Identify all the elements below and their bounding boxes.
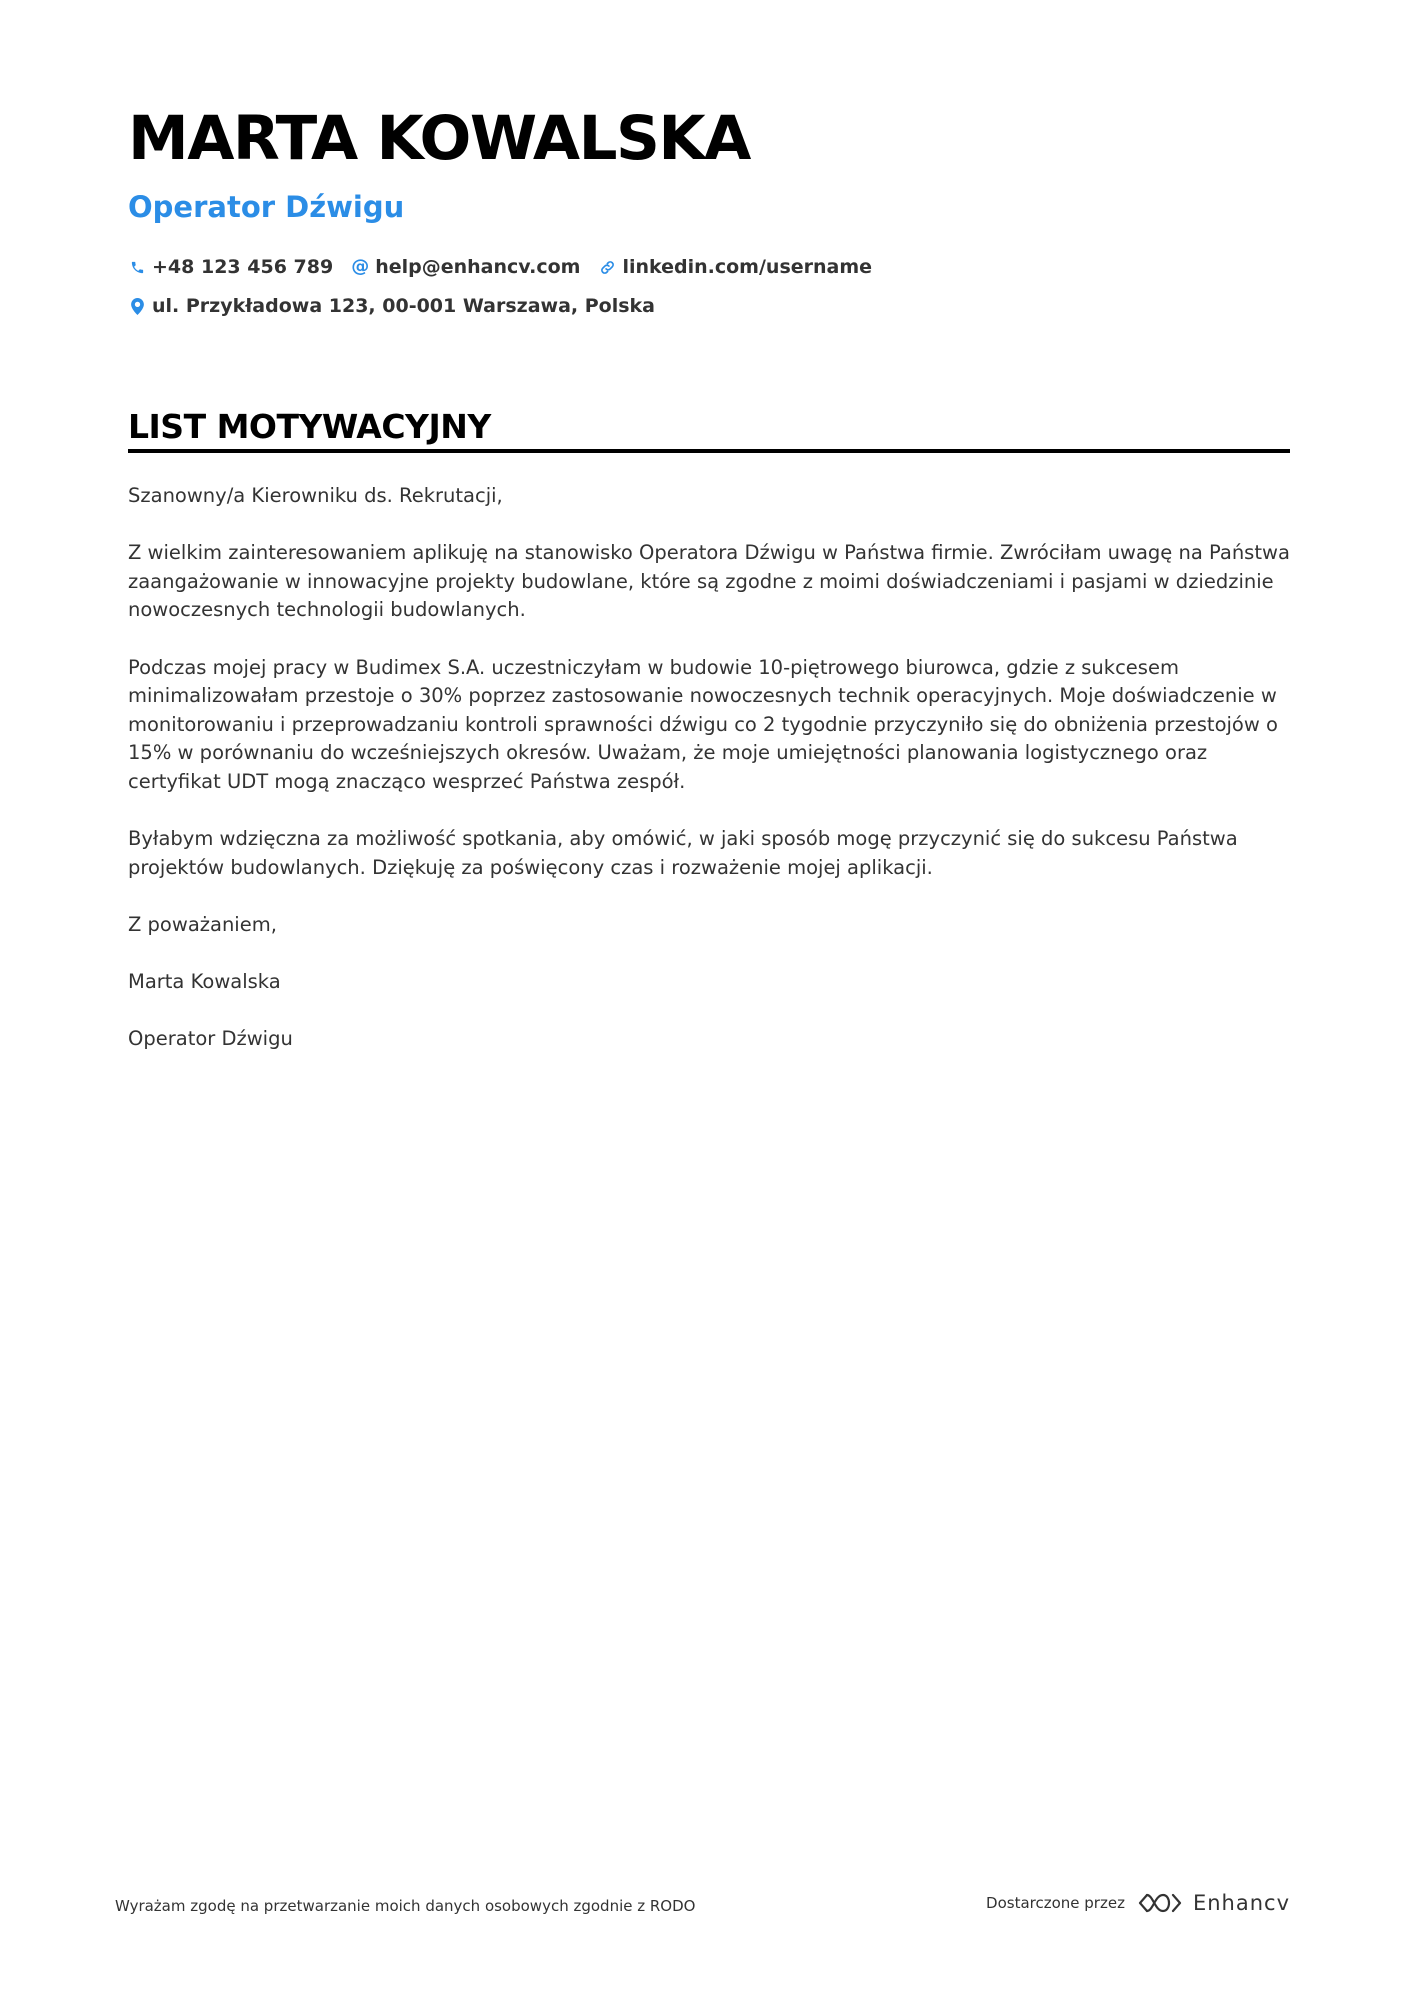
letter-paragraph: Podczas mojej pracy w Budimex S.A. uczestniczyłam w budowie 10-piętrowego biurowca, gdzie z sukcesem minimalizowałam przestoje o 30% poprzez zastosowanie nowoczesnych technik operacyjnych. Moje doświadczenie w monitorowaniu i przeprowadzaniu kontroli sprawności dźwigu co 2 tygodnie przyczyniło się do obniżenia przestojów o 15% w porównaniu do wcześniejszych okresów. Uważam, że moje umiejętności planowania logistycznego oraz certyfikat UDT mogą znacząco wesprzeć Państwa zespół. — [128, 655, 1278, 793]
section-divider — [128, 449, 1290, 453]
phone-icon — [128, 258, 146, 276]
link-icon — [598, 258, 616, 276]
powered-by-label: Dostarczone przez — [986, 1894, 1125, 1912]
letter-greeting: Szanowny/a Kierowniku ds. Rekrutacji, — [128, 484, 503, 507]
letter-closing: Z poważaniem, — [128, 912, 277, 936]
letter-paragraph: Z wielkim zainteresowaniem aplikuję na stanowisko Operatora Dźwigu w Państwa firmie. Zwróciłam uwagę na Państwa zaangażowanie w innowacyjne projekty budowlane, które są zgodne z moimi doświadczeniami i pasjami w dziedzinie nowoczesnych technologii budowlanych. — [128, 541, 1290, 622]
letter-body — [128, 482, 1290, 1082]
signature-role: Operator Dźwigu — [128, 1027, 293, 1051]
section-title: LIST MOTYWACYJNY — [128, 407, 491, 446]
linkedin-text: linkedin.com/username — [622, 256, 873, 278]
gdpr-consent: Wyrażam zgodę na przetwarzanie moich danych osobowych zgodnie z RODO — [115, 1897, 696, 1915]
phone-text: +48 123 456 789 — [152, 256, 334, 278]
powered-by[interactable] — [986, 1891, 1290, 1915]
candidate-name: MARTA KOWALSKA — [128, 103, 750, 174]
signature-name: Marta Kowalska — [128, 970, 281, 994]
contact-phone[interactable] — [128, 256, 333, 278]
brand-name: Enhancv — [1192, 1891, 1290, 1915]
contact-row-primary — [128, 256, 890, 278]
contact-linkedin[interactable] — [598, 256, 872, 278]
enhancv-logo-icon — [1137, 1891, 1183, 1915]
letter-paragraph: Byłabym wdzięczna za możliwość spotkania, aby omówić, w jaki sposób mogę przyczynić się do sukcesu Państwa projektów budowlanych. Dziękuję za poświęcony czas i rozważenie mojej aplikacji. — [128, 827, 1238, 879]
location-pin-icon — [128, 297, 146, 315]
address-text: ul. Przykładowa 123, 00-001 Warszawa, Polska — [152, 295, 655, 317]
at-icon: @ — [351, 256, 370, 277]
contact-row-secondary — [128, 295, 673, 317]
email-text: help@enhancv.com — [375, 256, 581, 278]
contact-email[interactable] — [351, 256, 580, 278]
contact-address — [128, 295, 655, 317]
candidate-role: Operator Dźwigu — [128, 190, 405, 224]
